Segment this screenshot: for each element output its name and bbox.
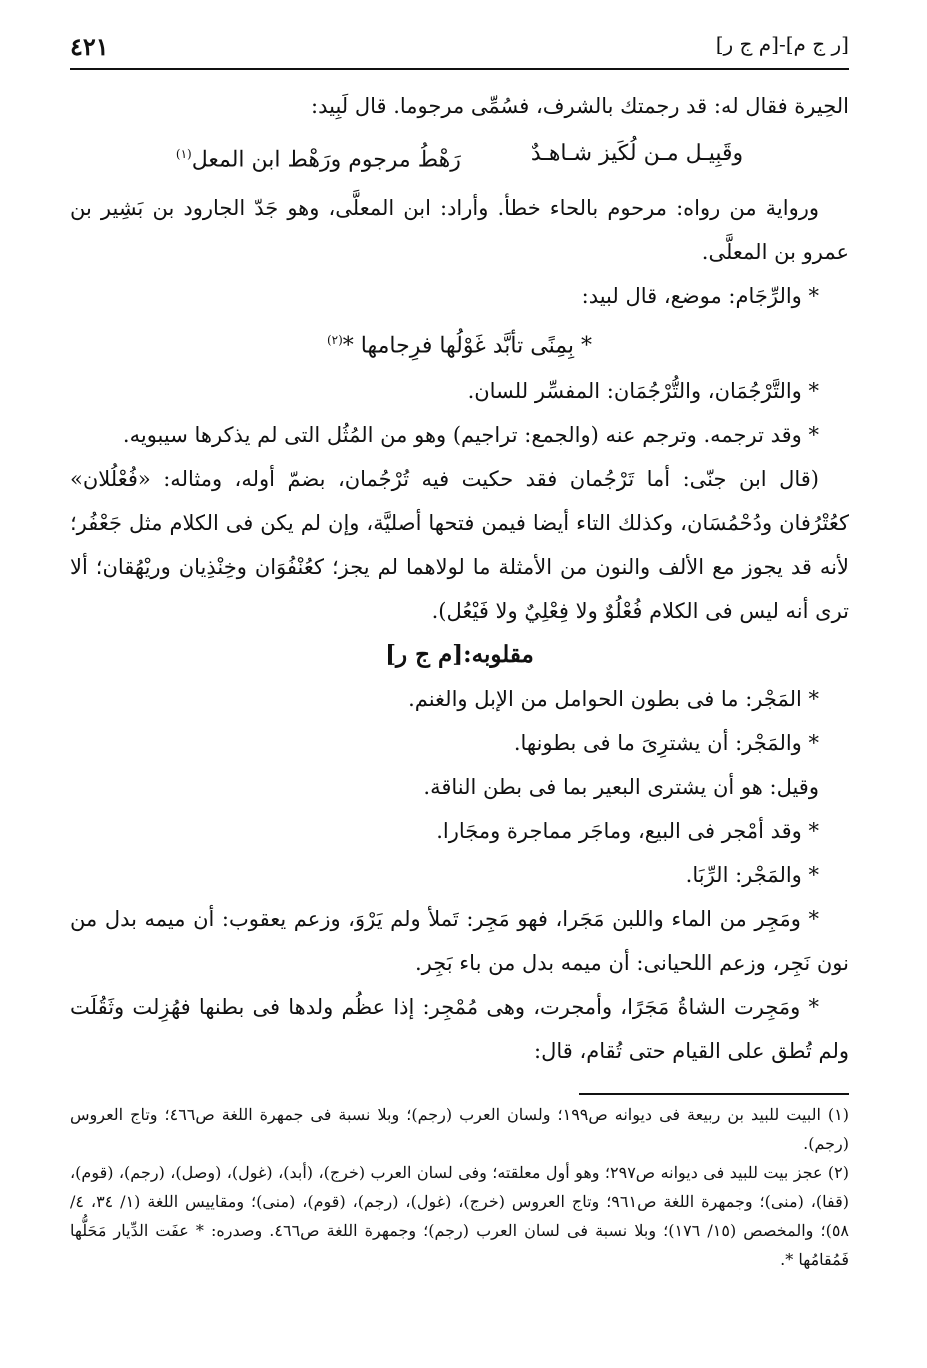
running-title: [ر ج م]-[م ج ر]: [715, 32, 849, 56]
paragraph: * وقد ترجمه. وترجم عنه (والجمع: تراجيم) وهو من المُثُل التى لم يذكرها سيبويه.: [122, 422, 819, 447]
verse-line: [70, 318, 849, 368]
paragraph: * والرِّجَام: موضع، قال لبيد:: [581, 284, 819, 309]
paragraph: وقيل: هو أن يشترى البعير بما فى بطن الناقة.: [423, 774, 819, 799]
header-rule: [70, 68, 849, 70]
verse-second-hemistich: [176, 132, 461, 182]
footnotes: [70, 1100, 849, 1274]
paragraph: * والتَّرْجُمَان، والتُّرْجُمَان: المفسِّر للسان.: [467, 378, 819, 403]
paragraph: * والمَجْر: الرِّبَا.: [685, 862, 819, 887]
verse-second-text: رَهْطُ مرجوم ورَهْط ابن المعل: [191, 147, 461, 173]
page-number: ٤٢١: [70, 32, 109, 61]
footnote-ref: (٢): [326, 333, 343, 348]
paragraph: * والمَجْر: أن يشترِىَ ما فى بطونها.: [513, 730, 819, 755]
paragraph: * وقد أمْجر فى البيع، وماجَر مماجرة ومجَارا.: [436, 818, 819, 843]
paragraph: * ومَجِر من الماء واللبن مَجَرا، فهو مَجِر: تَملأ ولم يَرْوَ، وزعم يعقوب: أن ميمه بدل من نون نَجِر، وزعم اللحيانى: أن ميمه بدل من باء بَجِر.: [70, 906, 849, 975]
footnote-ref: (١): [175, 147, 192, 161]
verse-line: [70, 132, 849, 182]
section-heading: مقلوبه:[م ج ر]: [385, 640, 534, 668]
footnote: (٢) عجز بيت للبيد فى ديوانه ص٢٩٧؛ وهو أول معلقته؛ وفى لسان العرب (خرج)، (أبد)، (غول)، (وصل)، (رجم)، (قوم)، (قفا)، (منى)؛ وجمهرة اللغة ص٩٦١؛ وتاج العروس (خرج)، (غول)، (رجم)، (قوم)، (منى)؛ ومقاييس اللغة (١/ ٣٤، ٤/ ٥٨)؛ والمخصص (١٥/ ١٧٦)؛ وبلا نسبة فى لسان العرب (رجم)؛ وجمهرة اللغة ص٤٦٦. وصدره: * عفَت الدِّيار مَحَلُّها فَمُقامُها *.: [70, 1163, 850, 1269]
paragraph: الحِيرة فقال له: قد رجمتك بالشرف، فسُمِّى مرجوما. قال لَبِيد:: [311, 94, 849, 118]
footnote: (١) البيت للبيد بن ربيعة فى ديوانه ص١٩٩؛ ولسان العرب (رجم)؛ وبلا نسبة فى جمهرة اللغة ص٤٦٦؛ وتاج العروس (رجم).: [70, 1105, 850, 1153]
main-text: [70, 84, 849, 1073]
paragraph: ورواية من رواه: مرحوم بالحاء خطأ. وأراد: ابن المعلَّى، وهو جَدّ الجارود بن بَشِير بن عمرو بن المعلَّى.: [70, 196, 849, 265]
verse-text: * بِمِنًى تأبَّد غَوْلُها فرِجامها *: [342, 333, 593, 359]
running-header: [70, 26, 849, 66]
paragraph: * المَجْر: ما فى بطون الحوامل من الإبل والغنم.: [408, 686, 819, 711]
verse-first-hemistich: وقَبِيـل مـن لُكَيز شـاهـدٌ: [530, 141, 744, 166]
footnote-rule: [579, 1093, 849, 1095]
paragraph: * ومَجِرت الشاةُ مَجَرًا، وأمجرت، وهى مُمْجِر: إذا عظُم ولدها فى بطنها فهُزِلت وثَقُلَت ولم تُطق على القيام حتى تُقام، قال:: [70, 994, 849, 1063]
paragraph: (قال ابن جنّى: أما تَرْجُمان فقد حكيت فيه تُرْجُمان، بضمّ أوله، ومثاله: «فُعْلُلان» كعُتْرُفان ودُحْمُسَان، وكذلك التاء أيضا فيمن فتحها أصليَّة، وإن لم يكن فى الكلام مثل جَعْفُر؛ لأنه قد يجوز مع الألف والنون من الأمثلة ما لولاهما لم يجز؛ كعُنْفُوَان وخِنْذِيان وريْهُقان؛ ألا ترى أنه ليس فى الكلام فُعْلُوٌ ولا فِعْلِيٌ ولا فَيْعُل).: [70, 466, 849, 623]
